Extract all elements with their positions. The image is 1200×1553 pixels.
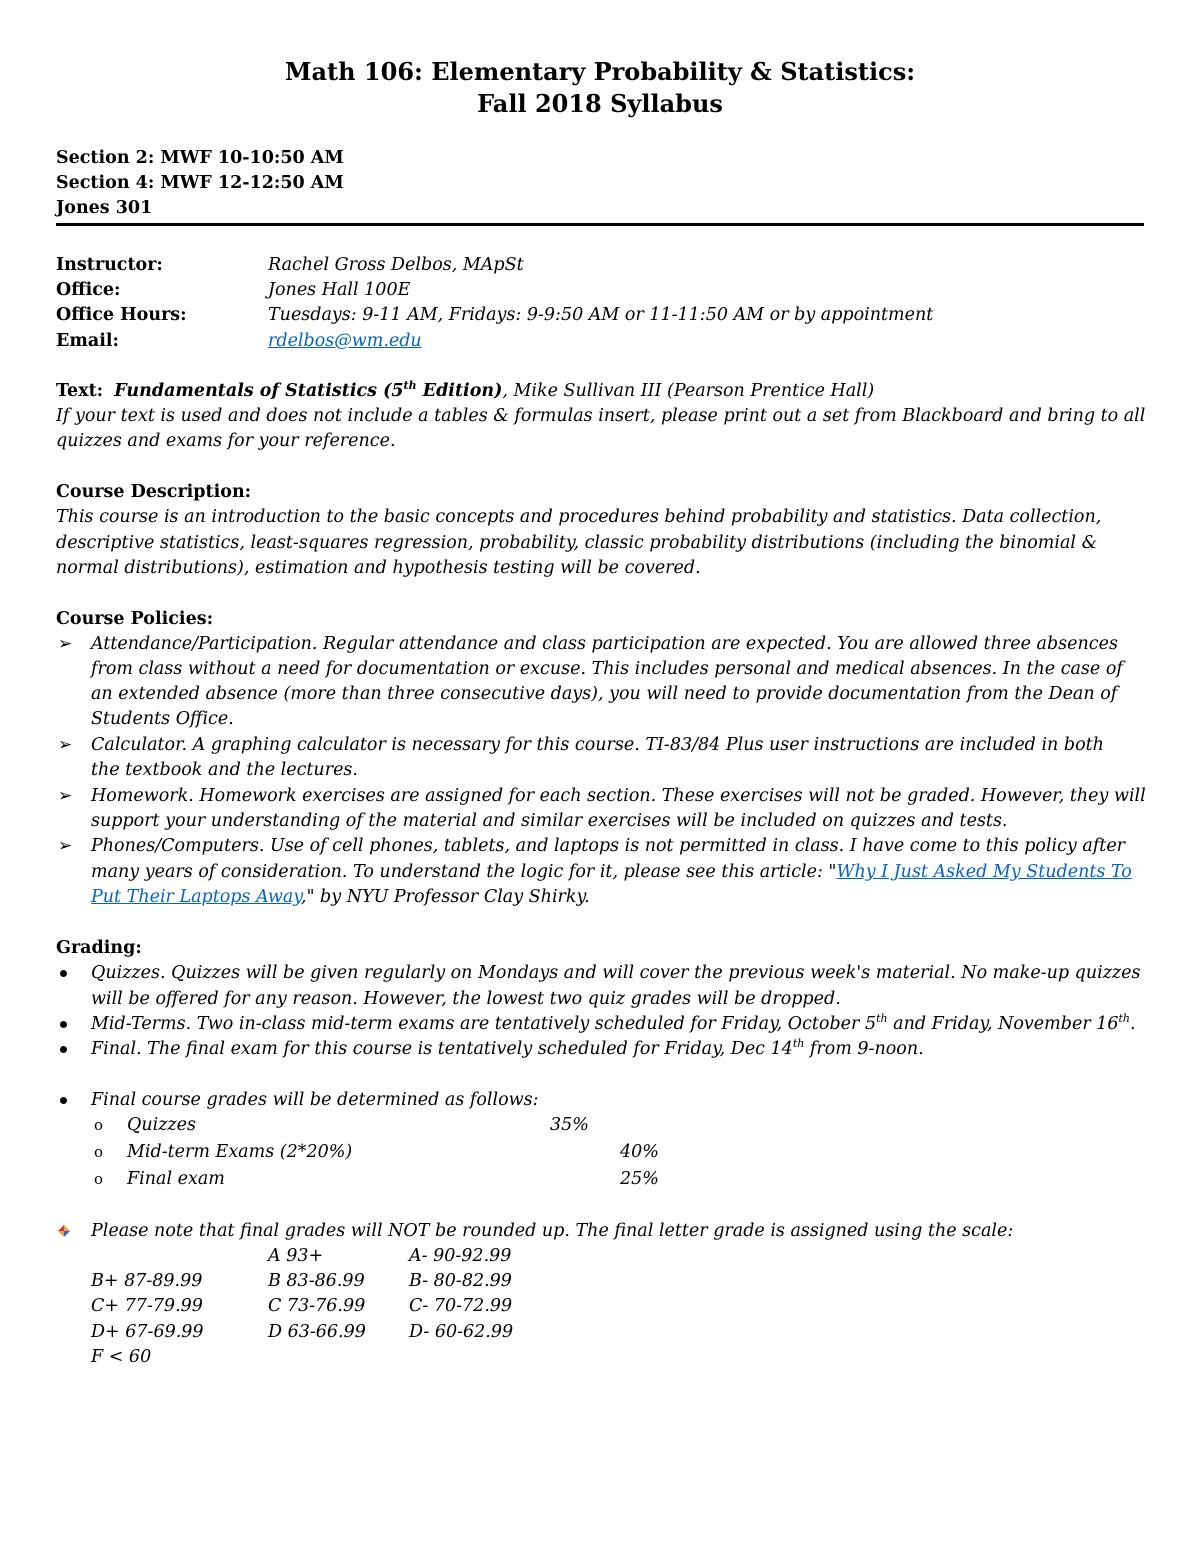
policy-phones-line3	[91, 885, 590, 910]
midterms-sup1: th	[876, 1012, 888, 1026]
grade-c: C 73-76.99	[268, 1296, 366, 1316]
instructor-value: Rachel Gross Delbos, MApSt	[268, 255, 524, 275]
arrow-bullet-icon: ➢	[58, 634, 73, 654]
grade-c-plus: C+ 77-79.99	[91, 1296, 203, 1316]
textbook-label: Text:	[56, 381, 104, 401]
grading-heading: Grading:	[56, 938, 142, 958]
email-label: Email:	[56, 331, 119, 351]
office-value: Jones Hall 100E	[268, 280, 411, 300]
grade-a-minus: A- 90-92.99	[409, 1246, 512, 1266]
grade-d-plus: D+ 67-69.99	[91, 1322, 204, 1342]
description-line3: normal distributions), estimation and hypothesis testing will be covered.	[56, 558, 701, 578]
policy-homework-line2: support your understanding of the material and similar exercises will be included on quizzes and tests.	[91, 811, 1008, 831]
textbook-author: , Mike Sullivan III (Pearson Prentice Hall)	[502, 381, 875, 401]
textbook-title-sup: th	[403, 379, 417, 393]
policy-phones-line1: Phones/Computers. Use of cell phones, tablets, and laptops is not permitted in class. I have come to this policy after	[91, 836, 1126, 856]
grade-b: B 83-86.99	[268, 1271, 365, 1291]
description-line1: This course is an introduction to the basic concepts and procedures behind probability and statistics. Data collection,	[56, 507, 1102, 527]
grade-b-plus: B+ 87-89.99	[91, 1271, 203, 1291]
arrow-bullet-icon: ➢	[58, 735, 73, 755]
textbook-note-line1: If your text is used and does not include a tables & formulas insert, please print out a set from Blackboard and bring to all	[56, 406, 1146, 426]
midterms-text-c: .	[1130, 1014, 1136, 1034]
policy-phones-line2-text: many years of consideration. To understand the logic for it, please see this article: "	[91, 862, 837, 882]
breakdown-final-pct: 25%	[620, 1169, 659, 1189]
breakdown-quizzes-pct: 35%	[550, 1115, 589, 1135]
grading-breakdown-intro: Final course grades will be determined as follows:	[91, 1090, 539, 1110]
grade-d: D 63-66.99	[268, 1322, 366, 1342]
circle-bullet-icon: o	[94, 1116, 104, 1134]
policy-attendance-line2: from class without a need for documentation or excuse. This includes personal and medical absences. In the case of	[91, 659, 1123, 679]
midterms-text-a: Mid-Terms. Two in-class mid-term exams are tentatively scheduled for Friday, October 5	[91, 1014, 877, 1034]
instructor-label: Instructor:	[56, 255, 163, 275]
bullet-icon	[60, 970, 67, 977]
final-text-a: Final. The final exam for this course is tentatively scheduled for Friday, Dec 14	[91, 1039, 793, 1059]
policy-attendance-line3: an extended absence (more than three consecutive days), you will need to provide documentation from the Dean of	[91, 684, 1118, 704]
textbook-line	[56, 379, 874, 404]
grade-f: F < 60	[91, 1347, 152, 1367]
header-divider	[56, 223, 1144, 226]
grading-final	[91, 1037, 924, 1062]
page-title-line1: Math 106: Elementary Probability & Statistics:	[284, 57, 916, 86]
diamond-bullet-icon	[58, 1225, 70, 1237]
breakdown-midterms-item: Mid-term Exams (2*20%)	[127, 1142, 353, 1162]
bullet-icon	[60, 1097, 67, 1104]
grading-midterms	[91, 1012, 1136, 1037]
policy-attendance-line1: Attendance/Participation. Regular attendance and class participation are expected. You are allowed three absences	[91, 634, 1118, 654]
article-link-part1[interactable]: Why I Just Asked My Students To	[836, 862, 1132, 882]
section-2-time: Section 2: MWF 10-10:50 AM	[56, 148, 344, 168]
final-text-b: from 9-noon.	[804, 1039, 924, 1059]
midterms-sup2: th	[1118, 1012, 1131, 1026]
email-link[interactable]: rdelbos@wm.edu	[268, 331, 422, 351]
office-hours-label: Office Hours:	[56, 305, 187, 325]
policy-phones-line3-text: ," by NYU Professor Clay Shirky.	[300, 887, 590, 907]
policy-homework-line1: Homework. Homework exercises are assigned for each section. These exercises will not be graded. However, they will	[91, 786, 1146, 806]
policy-calculator-line1: Calculator. A graphing calculator is necessary for this course. TI-83/84 Plus user instructions are included in both	[91, 735, 1104, 755]
description-heading: Course Description:	[56, 482, 252, 502]
final-sup: th	[792, 1037, 805, 1051]
grade-a: A 93+	[268, 1246, 324, 1266]
bullet-icon	[60, 1021, 67, 1028]
textbook-title-text: Fundamentals of Statistics (5	[114, 381, 404, 401]
textbook-note-line2: quizzes and exams for your reference.	[56, 431, 396, 451]
textbook-title	[114, 381, 502, 401]
section-4-time: Section 4: MWF 12-12:50 AM	[56, 173, 344, 193]
textbook-edition: Edition)	[416, 381, 503, 401]
description-line2: descriptive statistics, least-squares regression, probability, classic probability distributions (including the binomial &	[56, 533, 1098, 553]
circle-bullet-icon: o	[94, 1170, 104, 1188]
office-label: Office:	[56, 280, 121, 300]
policy-calculator-line2: the textbook and the lectures.	[91, 760, 358, 780]
grade-scale-intro: Please note that final grades will NOT be rounded up. The final letter grade is assigned using the scale:	[91, 1221, 1014, 1241]
classroom: Jones 301	[56, 198, 153, 218]
email-value[interactable]	[268, 329, 422, 354]
breakdown-quizzes-item: Quizzes	[127, 1115, 196, 1135]
grade-d-minus: D- 60-62.99	[409, 1322, 514, 1342]
grade-b-minus: B- 80-82.99	[409, 1271, 512, 1291]
bullet-icon	[60, 1046, 67, 1053]
policy-attendance-line4: Students Office.	[91, 709, 234, 729]
grading-quizzes-line1: Quizzes. Quizzes will be given regularly on Mondays and will cover the previous week's material. No make-up quizzes	[91, 963, 1141, 983]
arrow-bullet-icon: ➢	[58, 786, 73, 806]
office-hours-value: Tuesdays: 9-11 AM, Fridays: 9-9:50 AM or 11-11:50 AM or by appointment	[268, 305, 934, 325]
breakdown-final-item: Final exam	[127, 1169, 225, 1189]
circle-bullet-icon: o	[94, 1143, 104, 1161]
breakdown-midterms-pct: 40%	[620, 1142, 659, 1162]
arrow-bullet-icon: ➢	[58, 836, 73, 856]
grading-quizzes-line2: will be offered for any reason. However, the lowest two quiz grades will be dropped.	[91, 989, 841, 1009]
policies-heading: Course Policies:	[56, 609, 214, 629]
grade-c-minus: C- 70-72.99	[409, 1296, 513, 1316]
article-link-part2[interactable]: Put Their Laptops Away	[91, 887, 301, 907]
page-title-line2: Fall 2018 Syllabus	[477, 89, 723, 118]
midterms-text-b: and Friday, November 16	[887, 1014, 1119, 1034]
policy-phones-line2	[91, 860, 1132, 885]
